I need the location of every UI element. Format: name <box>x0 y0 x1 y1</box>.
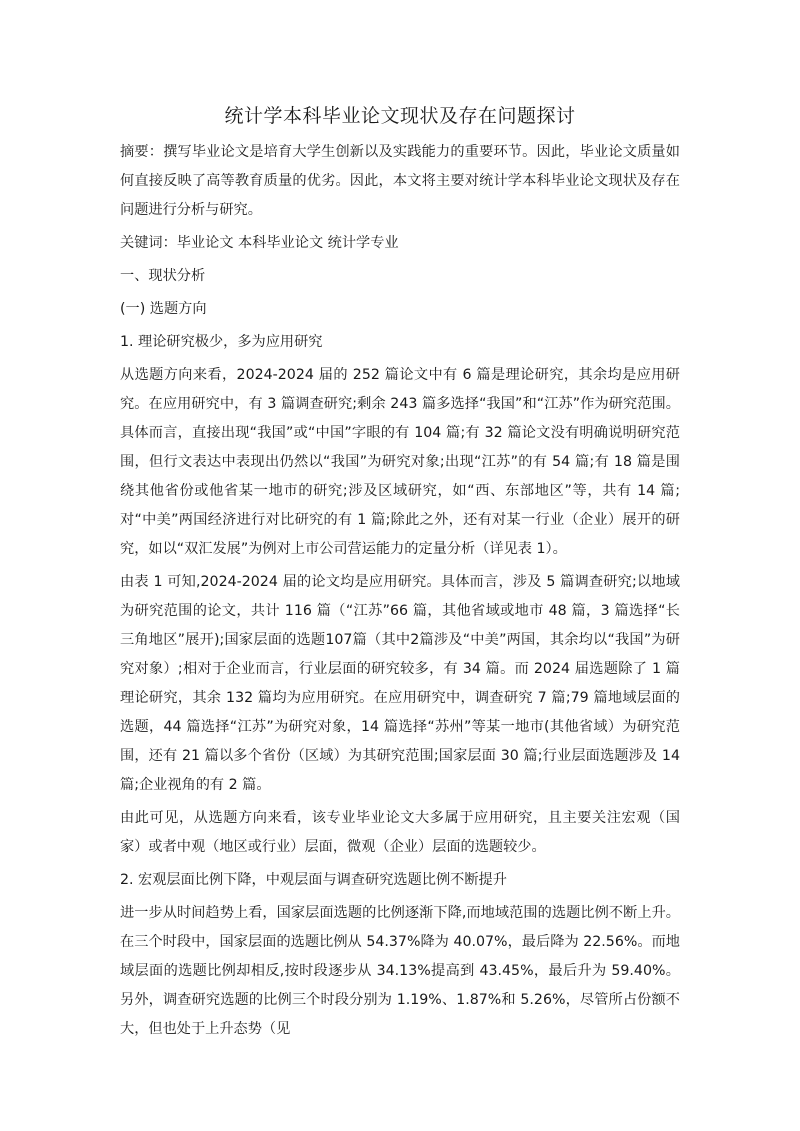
abstract-paragraph: 摘要：撰写毕业论文是培育大学生创新以及实践能力的重要环节。因此，毕业论文质量如何直接反映了高等教育质量的优劣。因此，本文将主要对统计学本科毕业论文现状及存在问题进行分析与研究。 <box>120 144 680 218</box>
section-heading: 一、现状分析 <box>120 268 206 284</box>
document-page <box>120 102 680 1048</box>
subsection-heading: (一) 选题方向 <box>120 301 207 317</box>
point-heading: 1. 理论研究极少，多为应用研究 <box>120 334 323 350</box>
document-title: 统计学本科毕业论文现状及存在问题探讨 <box>224 105 576 127</box>
point-heading: 2. 宏观层面比例下降，中观层面与调查研究选题比例不断提升 <box>120 872 507 888</box>
body-paragraph: 由此可见，从选题方向来看，该专业毕业论文大多属于应用研究，且主要关注宏观（国家）或者中观（地区或行业）层面，微观（企业）层面的选题较少。 <box>120 810 680 855</box>
body-paragraph: 进一步从时间趋势上看，国家层面选题的比例逐渐下降,而地域范围的选题比例不断上升。在三个时段中，国家层面的选题比例从 54.37%降为 40.07%，最后降为 22.56%。而地域层面的选题比例却相反,按时段逐步从 34.13%提高到 43.45%，最后升为 59.40%。另外，调查研究选题的比例三个时段分别为 1.19%、1.87%和 5.26%，尽管所占份额不大，但也处于上升态势（见 <box>120 905 680 1037</box>
body-paragraph: 由表 1 可知,2024-2024 届的论文均是应用研究。具体而言，涉及 5 篇调查研究;以地域为研究范围的论文，共计 116 篇（“江苏”66 篇，其他省域或地市 48 篇，3 篇选择“长三角地区”展开);国家层面的选题107篇（其中2篇涉及“中美”两国，其余均以“我国”为研究对象）;相对于企业而言，行业层面的研究较多，有 34 篇。而 2024 届选题除了 1 篇理论研究，其余 132 篇均为应用研究。在应用研究中，调查研究 7 篇;79 篇地域层面的选题，44 篇选择“江苏”为研究对象，14 篇选择“苏州”等某一地市(其他省域）为研究范围，还有 21 篇以多个省份（区域）为其研究范围;国家层面 30 篇;行业层面选题涉及 14 篇;企业视角的有 2 篇。 <box>120 574 680 793</box>
keywords-line: 关键词：毕业论文 本科毕业论文 统计学专业 <box>120 235 399 251</box>
body-paragraph: 从选题方向来看，2024-2024 届的 252 篇论文中有 6 篇是理论研究，其余均是应用研究。在应用研究中，有 3 篇调查研究;剩余 243 篇多选择“我国”和“江苏”作为研究范围。具体而言，直接出现“我国”或“中国”字眼的有 104 篇;有 32 篇论文没有明确说明研究范围，但行文表达中表现出仍然以“我国”为研究对象;出现“江苏”的有 54 篇;有 18 篇是围绕其他省份或他省某一地市的研究;涉及区域研究，如“西、东部地区”等，共有 14 篇;对“中美”两国经济进行对比研究的有 1 篇;除此之外，还有对某一行业（企业）展开的研究，如以“双汇发展”为例对上市公司营运能力的定量分析（详见表 1）。 <box>120 367 680 557</box>
